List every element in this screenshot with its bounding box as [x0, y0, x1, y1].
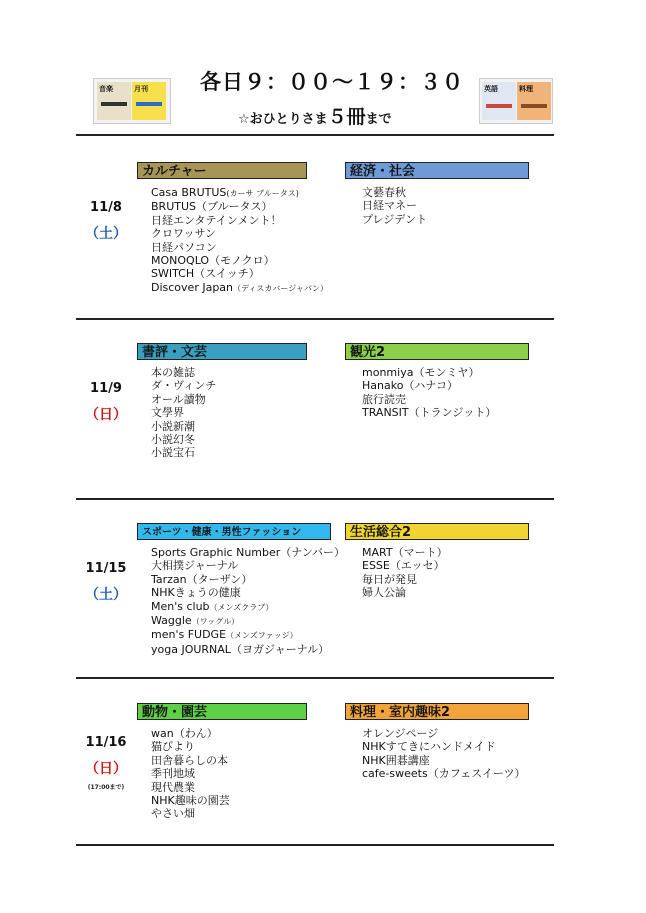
- magazine-name: TRANSIT（トランジット）: [362, 406, 497, 420]
- magazine-title: [151, 754, 230, 767]
- magazine-cover-label: 月刊: [134, 85, 148, 93]
- magazine-title: [151, 200, 328, 213]
- magazine-title: [151, 379, 216, 392]
- magazine-list: [362, 727, 526, 781]
- magazine-name: 日経エンタテインメント！: [151, 213, 282, 227]
- magazine-reading: （メンズクラブ）: [209, 602, 274, 612]
- magazine-name: Sports Graphic Number（ナンバー）: [151, 546, 345, 559]
- closing-time-note: (17:00まで): [87, 784, 125, 791]
- magazine-thumbnails-right: [479, 78, 553, 124]
- category-header: 観光2: [345, 343, 529, 360]
- magazine-title: [151, 366, 216, 379]
- magazine-name: オール讀物: [151, 392, 206, 406]
- magazine-title: [151, 807, 230, 820]
- date-label: 11/15: [85, 561, 127, 576]
- magazine-list: [151, 186, 328, 295]
- category-header: 料理・室内趣味2: [345, 703, 529, 720]
- magazine-name: NHKきょうの健康: [151, 586, 241, 600]
- section-divider: [76, 498, 554, 500]
- magazine-name: 日経パソコン: [151, 240, 217, 254]
- magazine-title: [362, 546, 448, 559]
- magazine-title: [151, 740, 230, 753]
- magazine-title: [151, 573, 345, 586]
- magazine-name: Casa BRUTUS: [151, 186, 227, 199]
- date-label: 11/8: [90, 200, 122, 215]
- magazine-name: NHK趣味の園芸: [151, 794, 230, 808]
- magazine-title: [151, 241, 328, 254]
- magazine-title: [362, 186, 427, 199]
- magazine-cover: [132, 82, 166, 120]
- day-date: [76, 735, 136, 791]
- magazine-name: 大相撲ジャーナル: [151, 559, 239, 573]
- day-date: [76, 381, 136, 424]
- magazine-name: 小説幻冬: [151, 433, 195, 447]
- magazine-name: yoga JOURNAL（ヨガジャーナル）: [151, 642, 330, 656]
- borrow-limit: [238, 102, 392, 129]
- magazine-name: monmiya（モンミヤ）: [362, 366, 480, 379]
- magazine-title: [151, 433, 216, 446]
- magazine-title: [362, 406, 496, 419]
- magazine-name: ダ・ヴィンチ: [151, 379, 217, 393]
- magazine-title: [151, 628, 345, 642]
- magazine-name: 小説宝石: [151, 446, 195, 460]
- magazine-name: 猫びより: [151, 740, 195, 754]
- magazine-title: [151, 420, 216, 433]
- magazine-name: 季刊地域: [151, 767, 195, 781]
- magazine-title: [151, 393, 216, 406]
- magazine-title: [151, 767, 230, 780]
- magazine-cover: [482, 82, 516, 120]
- magazine-name: SWITCH（スイッチ）: [151, 267, 260, 281]
- magazine-list: [362, 366, 496, 420]
- magazine-name: Men's club: [151, 599, 210, 613]
- magazine-title: [151, 214, 328, 227]
- magazine-name: MONOQLO（モノクロ）: [151, 254, 275, 268]
- magazine-cover-label: 料理: [519, 85, 533, 93]
- magazine-title: [151, 794, 230, 807]
- magazine-title: [362, 366, 496, 379]
- magazine-name: 現代農業: [151, 780, 195, 794]
- magazine-name: Waggle: [151, 614, 192, 628]
- date-label: 11/9: [90, 381, 122, 396]
- magazine-title: [362, 767, 526, 780]
- magazine-title: [151, 406, 216, 419]
- magazine-title: [362, 393, 496, 406]
- magazine-name: NHKすてきにハンドメイド: [362, 740, 496, 754]
- magazine-name: ESSE（エッセ）: [362, 559, 445, 573]
- category-header: 経済・社会: [345, 162, 529, 179]
- magazine-title: [151, 614, 345, 628]
- magazine-name: BRUTUS（ブルータス）: [151, 200, 273, 214]
- page-header: [0, 0, 646, 130]
- day-date: [76, 561, 136, 604]
- magazine-name: MART（マート）: [362, 546, 448, 559]
- magazine-name: 毎日が発見: [362, 572, 417, 586]
- weekday-label: （土）: [85, 587, 127, 603]
- magazine-name: 小説新潮: [151, 419, 195, 433]
- magazine-name: やさい畑: [151, 807, 195, 821]
- magazine-list: [362, 546, 448, 600]
- magazine-title: [151, 446, 216, 459]
- magazine-list: [151, 546, 345, 656]
- magazine-list: [362, 186, 427, 226]
- magazine-title: [151, 227, 328, 240]
- magazine-name: men's FUDGE: [151, 628, 227, 642]
- magazine-title: [151, 186, 328, 200]
- magazine-reading: （ワッグル）: [191, 617, 240, 627]
- section-divider: [76, 134, 554, 136]
- magazine-title: [362, 586, 448, 599]
- magazine-title: [362, 379, 496, 392]
- magazine-title: [151, 281, 328, 295]
- section-divider: [76, 844, 554, 846]
- magazine-name: プレジデント: [362, 212, 428, 226]
- day-date: [76, 200, 136, 243]
- magazine-name: 本の雑誌: [151, 366, 195, 379]
- date-label: 11/16: [85, 735, 127, 750]
- magazine-cover: [97, 82, 131, 120]
- cover-graphic: [136, 102, 162, 106]
- magazine-reading: (カーサ ブルータス): [226, 189, 299, 198]
- magazine-cover: [517, 82, 551, 120]
- section-divider: [76, 318, 554, 320]
- magazine-title: [151, 643, 345, 656]
- opening-hours: 各日９：００〜１９：３０: [200, 70, 464, 94]
- magazine-name: Hanako（ハナコ）: [362, 379, 458, 393]
- cover-graphic: [486, 104, 512, 108]
- magazine-thumbnails-left: [93, 78, 171, 124]
- limit-suffix: まで: [365, 112, 392, 127]
- magazine-name: Discover Japan: [151, 280, 234, 294]
- magazine-list: [151, 727, 230, 821]
- category-header: 生活総合2: [345, 523, 529, 540]
- weekday-label: （土）: [85, 226, 127, 242]
- limit-count: ５冊: [327, 106, 366, 128]
- magazine-name: 婦人公論: [362, 586, 406, 600]
- magazine-name: wan（わん）: [151, 727, 218, 740]
- magazine-title: [362, 573, 448, 586]
- magazine-title: [151, 600, 345, 614]
- magazine-title: [151, 254, 328, 267]
- category-header: カルチャー: [137, 162, 307, 179]
- magazine-name: cafe-sweets（カフェスイーツ）: [362, 767, 526, 781]
- magazine-title: [151, 781, 230, 794]
- magazine-name: 田舎暮らしの本: [151, 753, 228, 767]
- magazine-title: [362, 559, 448, 572]
- category-header: スポーツ・健康・男性ファッション: [137, 523, 331, 540]
- magazine-title: [151, 586, 345, 599]
- weekday-label: （日）: [85, 761, 127, 777]
- magazine-title: [151, 559, 345, 572]
- magazine-title: [362, 740, 526, 753]
- magazine-reading: （メンズファッジ）: [226, 631, 298, 641]
- magazine-list: [151, 366, 216, 460]
- magazine-name: 文藝春秋: [362, 186, 406, 199]
- magazine-name: NHK囲碁講座: [362, 753, 430, 767]
- cover-graphic: [521, 104, 547, 108]
- magazine-name: Tarzan（ターザン）: [151, 572, 253, 586]
- magazine-name: 文學界: [151, 406, 184, 420]
- magazine-name: オレンジページ: [362, 727, 439, 740]
- magazine-name: クロワッサン: [151, 227, 216, 241]
- magazine-cover-label: 音楽: [99, 85, 113, 93]
- magazine-title: [362, 754, 526, 767]
- weekday-label: （日）: [85, 407, 127, 423]
- magazine-reading: （ディスカバージャパン）: [233, 283, 329, 293]
- magazine-cover-label: 英語: [484, 85, 498, 93]
- magazine-title: [362, 727, 526, 740]
- category-header: 書評・文芸: [137, 343, 307, 360]
- magazine-title: [362, 213, 427, 226]
- magazine-name: 旅行読売: [362, 392, 406, 406]
- magazine-name: 日経マネー: [362, 199, 417, 213]
- magazine-title: [362, 199, 427, 212]
- limit-prefix: ☆おひとりさま: [238, 112, 328, 127]
- magazine-title: [151, 267, 328, 280]
- magazine-title: [151, 546, 345, 559]
- magazine-title: [151, 727, 230, 740]
- section-divider: [76, 677, 554, 679]
- cover-graphic: [101, 102, 127, 106]
- category-header: 動物・園芸: [137, 703, 307, 720]
